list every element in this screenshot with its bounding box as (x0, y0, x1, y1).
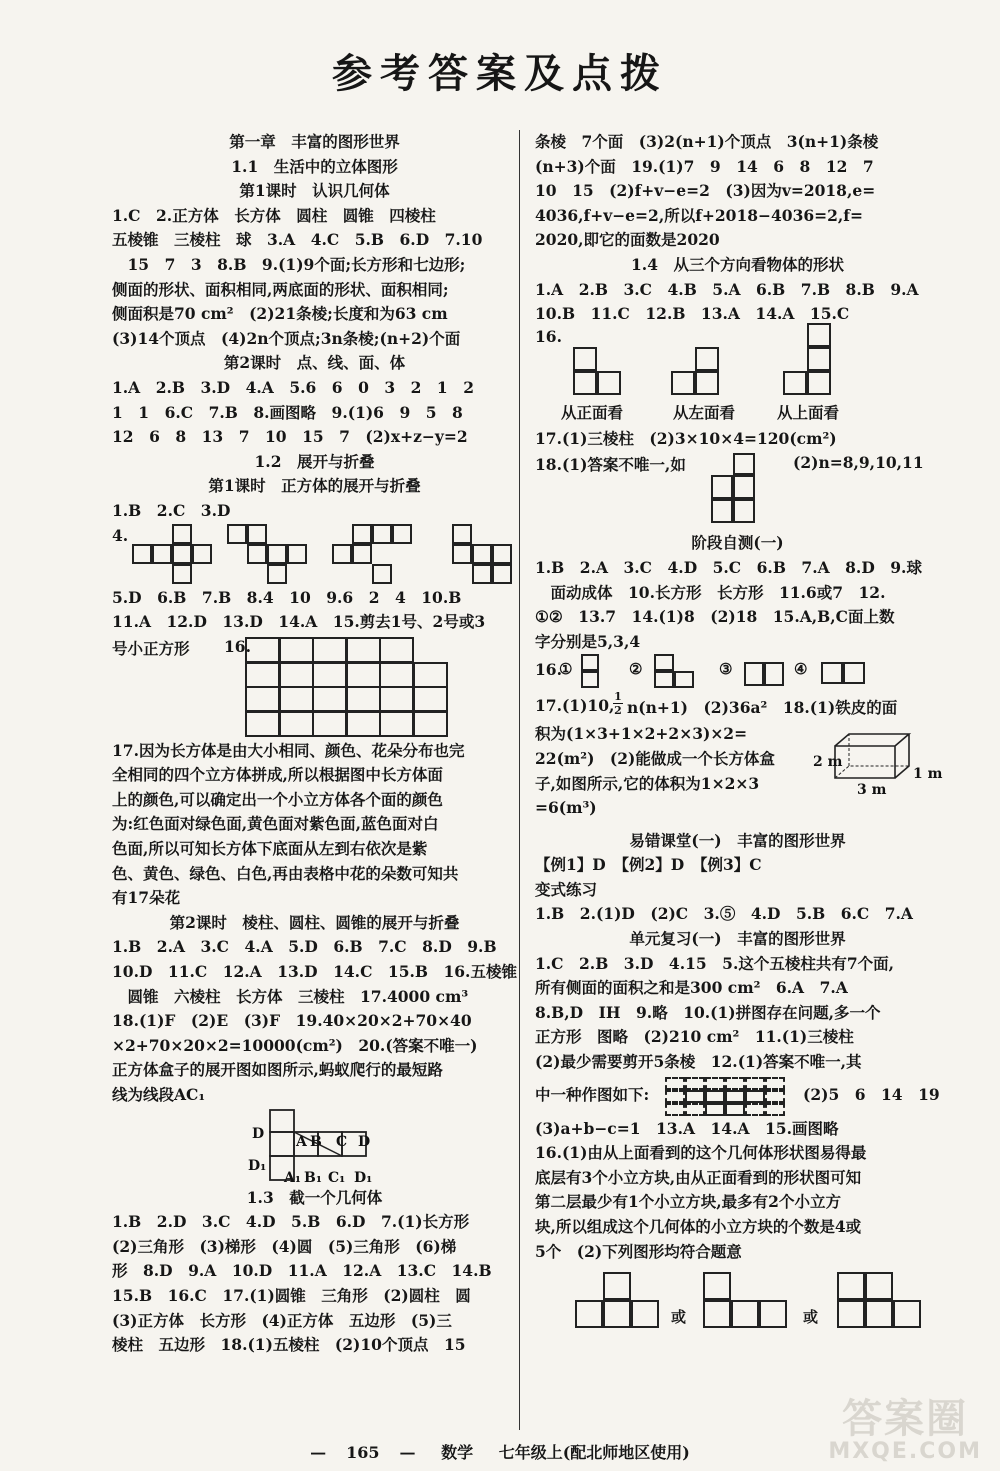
option-mark: ④ (794, 660, 808, 679)
answer-lines (112, 586, 517, 635)
figure-cell (711, 475, 733, 499)
figure-cell (172, 564, 192, 584)
figure-cell (745, 1090, 765, 1103)
answer-lines (112, 130, 517, 524)
figure-cell (472, 544, 492, 564)
vertex-label: C₁ (328, 1169, 346, 1186)
answer-line: 10.B 11.C 12.B 13.A 14.A 15.C (535, 304, 850, 324)
figure-cell (759, 1300, 787, 1328)
answer-line: 1.A 2.B 3.C 4.B 5.A 6.B 7.B 8.B 9.A (535, 279, 919, 299)
figure-cell (725, 1090, 745, 1103)
figure-cell (346, 711, 381, 737)
figure-cell (733, 475, 755, 499)
vertex-label: D₁ (354, 1169, 373, 1186)
figure-cell (379, 662, 414, 688)
q16-label: 16. (224, 636, 251, 656)
answer-line: 15 7 3 8.B 9.(1)9个面;长方形和七边形; (112, 254, 466, 274)
figure-cell (654, 654, 674, 671)
answer-line: 1 1 6.C 7.B 8.画图略 9.(1)6 9 5 8 (112, 402, 463, 422)
figure-cell (837, 1272, 865, 1300)
q16b-label: 16. (535, 660, 562, 680)
vertex-label: C (336, 1133, 348, 1150)
q4-label: 4. (112, 525, 129, 545)
q17b-prefix: 17.(1)10, (535, 696, 615, 716)
section-heading: 阶段自测(一) (691, 533, 784, 553)
answer-line: 【例1】D 【例2】D 【例3】C (535, 855, 762, 875)
answer-line: 18.(1)F (2)E (3)F 19.40×20×2+70×40 (112, 1011, 472, 1031)
answer-line: 5.D 6.B 7.B 8.4 10 9.6 2 4 10.B (112, 587, 462, 607)
figure-cell (745, 1077, 765, 1090)
figure-cell (413, 662, 448, 688)
figure-cell (807, 371, 831, 395)
column-divider (519, 130, 520, 1430)
figure-cell (247, 524, 267, 544)
figure-cell (665, 1103, 685, 1116)
q12-answer: (2)5 6 14 19 (803, 1084, 940, 1104)
figure-cell (865, 1300, 893, 1328)
figure-cell (733, 499, 755, 523)
answer-lines (535, 531, 940, 654)
figure-cell (287, 544, 307, 564)
answer-line: (n+3)个面 19.(1)7 9 14 6 8 12 7 (535, 156, 874, 176)
footer-dash: — (399, 1443, 416, 1462)
section-heading: 第1课时 认识几何体 (239, 181, 390, 201)
figure-cell (279, 686, 314, 712)
answer-line: ×2+70×20×2=10000(cm²) 20.(答案不唯一) (112, 1035, 478, 1055)
answer-line: 17.因为长方体是由大小相同、颜色、花朵分布也完 (112, 740, 465, 760)
figure-cell (573, 347, 597, 371)
q16b-figure-row (535, 654, 940, 692)
figure-cell (245, 711, 280, 737)
figure-cell (346, 686, 381, 712)
figure-cell (744, 662, 764, 686)
answer-line: 色、黄色、绿色、白色,再由表格中花的朵数可知共 (112, 863, 459, 883)
figure-cell (654, 671, 674, 688)
answer-lines (112, 739, 517, 1108)
section-heading: 1.3 截一个几何体 (246, 1187, 383, 1207)
figure-cell (472, 564, 492, 584)
figure-cell (893, 1300, 921, 1328)
figure-cell (837, 1300, 865, 1328)
answer-line: (2)三角形 (3)梯形 (4)圆 (5)三角形 (6)梯 (112, 1236, 457, 1256)
q18-figure-row (535, 451, 940, 531)
answer-line: 10.D 11.C 12.A 13.D 14.C 15.B 16.五棱锥 (112, 962, 517, 982)
figure-cell (372, 524, 392, 544)
q16c-figure-row (535, 1264, 940, 1334)
dimension-label: 3 m (857, 782, 887, 799)
box-figure (813, 722, 943, 802)
figure-cell (674, 671, 694, 688)
figure-cell (725, 1103, 745, 1116)
footer-grade: 七年级上(配北师地区使用) (498, 1443, 690, 1462)
answer-line: 1.B 2.A 3.C 4.A 5.D 6.B 7.C 8.D 9.B (112, 937, 497, 957)
box-hidden-edges (835, 734, 909, 778)
figure-cell (352, 544, 372, 564)
figure-cell (665, 1090, 685, 1103)
three-views-figure-row (535, 327, 940, 427)
answer-lines (535, 722, 815, 820)
footer-subject: 数学 (441, 1443, 474, 1462)
figure-cell (312, 686, 347, 712)
right-column (535, 130, 943, 1334)
answer-line: 1.B 2.D 3.C 4.D 5.B 6.D 7.(1)长方形 (112, 1212, 470, 1232)
answer-line: 色面,所以可知长方体下底面从左到右依次是紫 (112, 839, 428, 859)
answer-line: 线为线段AC₁ (112, 1085, 206, 1104)
figure-cell (665, 1077, 685, 1090)
figure-cell (379, 686, 414, 712)
figure-cell (581, 671, 599, 688)
figure-cell (581, 654, 599, 671)
figure-cell (452, 544, 472, 564)
page-title: 参考答案及点拨 (332, 50, 668, 97)
answer-line: 第二层最少有1个小立方块,最多有2个小立方 (535, 1192, 841, 1212)
answer-line: 1.C 2.正方体 长方体 圆柱 圆锥 四棱柱 (112, 205, 436, 225)
option-mark: ③ (719, 660, 733, 679)
figure-cell (807, 323, 831, 347)
answer-lines (535, 130, 940, 327)
figure-cell (745, 1103, 765, 1116)
answer-line: 15.B 16.C 17.(1)圆锥 三角形 (2)圆柱 圆 (112, 1285, 471, 1305)
answer-line: 侧面积是70 cm² (2)21条棱;长度和为63 cm (112, 304, 448, 324)
figure-cell (332, 544, 352, 564)
figure-cell (492, 564, 512, 584)
answer-line: 正方形 图略 (2)210 cm² 11.(1)三棱柱 (535, 1027, 854, 1047)
figure-cell (279, 711, 314, 737)
answer-line: 全相同的四个立方体拼成,所以根据图中长方体面 (112, 765, 443, 785)
q16-prefix: 号小正方形 (112, 638, 190, 658)
figure-cell (279, 662, 314, 688)
answer-line: 正方体盒子的展开图如图所示,蚂蚁爬行的最短路 (112, 1060, 443, 1080)
figure-cell (575, 1300, 603, 1328)
answer-line: (2)最少需要剪开5条棱 12.(1)答案不唯一,其 (535, 1052, 862, 1072)
figure-cell (764, 662, 784, 686)
answer-line: 1.B 2.C 3.D (112, 500, 231, 520)
figure-cell (703, 1272, 731, 1300)
figure-cell (247, 544, 267, 564)
figure-cell (245, 637, 280, 663)
figure-cell (783, 371, 807, 395)
fraction-numerator: 1 (614, 690, 622, 704)
vertex-label: D (252, 1125, 265, 1142)
view-front-label: 从正面看 (561, 402, 624, 422)
option-mark: ① (559, 660, 573, 679)
figure-cell (346, 662, 381, 688)
section-heading: 第一章 丰富的图形世界 (229, 132, 400, 151)
figure-cell (597, 371, 621, 395)
q18-text: 18.(1)答案不唯一,如 (535, 455, 686, 475)
figure-cell (695, 371, 719, 395)
answer-line: 变式练习 (535, 879, 598, 899)
answer-line: 16.(1)由从上面看到的这个几何体形状图易得最 (535, 1143, 867, 1163)
figure-cell (725, 1077, 745, 1090)
answer-line: 圆锥 六棱柱 长方体 三棱柱 17.4000 cm³ (112, 986, 469, 1006)
solid-shape-figure (711, 453, 771, 528)
answer-line: 字分别是5,3,4 (535, 631, 641, 651)
or-word: 或 (803, 1308, 819, 1327)
answer-lines (535, 1117, 940, 1265)
figure-cell (843, 662, 865, 684)
answer-lines (112, 1186, 517, 1358)
flower-grid-figure (245, 637, 447, 735)
section-heading: 易错课堂(一) 丰富的图形世界 (629, 830, 846, 850)
box-outline (835, 734, 909, 778)
section-heading: 1.4 从三个方向看物体的形状 (631, 254, 844, 274)
answer-line: 10 15 (2)f+v−e=2 (3)因为v=2018,e= (535, 181, 876, 201)
figure-cell (379, 637, 414, 663)
figure-cell (192, 544, 212, 564)
figure-cell (573, 371, 597, 395)
cube-net-path-figure (112, 1108, 517, 1186)
answer-shapes-figure (575, 1272, 935, 1330)
fraction (613, 690, 623, 717)
answer-lines (535, 829, 940, 1075)
answer-line: (3)a+b−c=1 13.A 14.A 15.画图略 (535, 1118, 839, 1138)
vertex-label: A (296, 1133, 307, 1150)
vertex-label: A₁ (284, 1169, 301, 1186)
answer-line: 为:红色面对绿色面,黄色面对紫色面,蓝色面对白 (112, 814, 439, 834)
figure-cell (865, 1272, 893, 1300)
figure-cell (807, 347, 831, 371)
figure-cell (821, 662, 843, 684)
figure-cell (603, 1300, 631, 1328)
answer-line: 1.C 2.B 3.D 4.15 5.这个五棱柱共有7个面, (535, 953, 895, 973)
figure-cell (267, 564, 287, 584)
figure-cell (765, 1090, 785, 1103)
section-heading: 1.2 展开与折叠 (254, 451, 375, 471)
or-word: 或 (671, 1308, 687, 1327)
figure-cell (685, 1090, 705, 1103)
figure-cell (705, 1090, 725, 1103)
answer-line: 1.B 2.A 3.C 4.D 5.C 6.B 7.A 8.D 9.球 (535, 557, 922, 577)
figure-cell (312, 662, 347, 688)
section-heading: 单元复习(一) 丰富的图形世界 (629, 929, 846, 949)
answer-line: 17.(1)三棱柱 (2)3×10×4=120(cm²) (535, 428, 837, 448)
figure-cell (346, 637, 381, 663)
answer-line: =6(m³) (535, 798, 597, 818)
figure-cell (279, 637, 314, 663)
section-heading: 第2课时 棱柱、圆柱、圆锥的展开与折叠 (169, 912, 460, 932)
answer-line: (3)正方体 长方形 (4)正方体 五边形 (5)三 (112, 1310, 452, 1330)
answer-line: 棱柱 五边形 18.(1)五棱柱 (2)10个顶点 15 (112, 1335, 466, 1355)
answer-line: 面动成体 10.长方形 长方形 11.6或7 12. (535, 582, 886, 602)
answer-line: 侧面的形状、面积相同,两底面的形状、面积相同; (112, 279, 449, 299)
figure-cell (413, 686, 448, 712)
view-left-label: 从左面看 (673, 402, 736, 422)
figure-cell (392, 524, 412, 544)
answer-line: 上的颜色,可以确定出一个小立方体各个面的颜色 (112, 789, 443, 809)
q12-figure-row (535, 1075, 940, 1117)
page-number: 165 (346, 1443, 380, 1462)
watermark (828, 1398, 982, 1463)
option-mark: ② (629, 660, 643, 679)
figure-cell (267, 544, 287, 564)
answer-line: (3)14个顶点 (4)2n个顶点;3n条棱;(n+2)个面 (112, 328, 461, 348)
answer-line: 2020,即它的面数是2020 (535, 230, 720, 250)
figure-cell (492, 544, 512, 564)
footer-dash: — (310, 1443, 327, 1462)
answer-line: 五棱锥 三棱柱 球 3.A 4.C 5.B 6.D 7.10 (112, 230, 483, 250)
figure-cell (711, 499, 733, 523)
answer-line: 形 8.D 9.A 10.D 11.A 12.A 13.C 14.B (112, 1261, 492, 1281)
answer-line: 12 6 8 13 7 10 15 7 (2)x+z−y=2 (112, 427, 468, 447)
section-heading: 第1课时 正方体的展开与折叠 (208, 476, 421, 496)
figure-cell (765, 1103, 785, 1116)
watermark-url: MXQE.COM (828, 1439, 982, 1464)
q16-figure-row (112, 635, 517, 739)
answer-line: 8.B,D IH 9.略 10.(1)拼图存在问题,多一个 (535, 1002, 881, 1022)
figure-cell (703, 1300, 731, 1328)
dashed-net-figure (665, 1077, 785, 1117)
figure-cell (132, 544, 152, 564)
figure-cell (631, 1300, 659, 1328)
figure-cell (705, 1077, 725, 1090)
figure-cell (152, 544, 172, 564)
q17b-line (535, 692, 940, 722)
figure-cell (705, 1103, 725, 1116)
left-column (112, 130, 517, 1358)
figure-cell (227, 524, 247, 544)
q17b-suffix: n(n+1) (2)36a² 18.(1)铁皮的面 (627, 698, 898, 718)
answer-line: 底层有3个小立方块,由从正面看到的形状图可知 (535, 1167, 862, 1187)
q4-figure-row (112, 524, 517, 586)
fraction-denominator: 2 (614, 704, 622, 718)
figure-cell (671, 371, 695, 395)
figure-cell (685, 1077, 705, 1090)
figure-cell (452, 524, 472, 544)
q18b-block (535, 722, 943, 820)
answer-line: 22(m²) (2)能做成一个长方体盒 (535, 748, 775, 768)
figure-cell (172, 544, 192, 564)
figure-cell (372, 564, 392, 584)
answer-line: 子,如图所示,它的体积为1×2×3 (535, 773, 760, 793)
views-answer-figure (559, 654, 859, 692)
vertex-label: B₁ (304, 1169, 322, 1186)
answer-line: 条棱 7个面 (3)2(n+1)个顶点 3(n+1)条棱 (535, 132, 879, 151)
answer-line: 积为(1×3+1×2+2×3)×2= (535, 724, 748, 744)
figure-cell (685, 1103, 705, 1116)
view-top-label: 从上面看 (777, 402, 840, 422)
net-face (270, 1110, 294, 1132)
figure-cell (172, 524, 192, 544)
q16-label: 16. (535, 326, 562, 346)
answer-line: 有17朵花 (112, 888, 181, 908)
section-heading: 1.1 生活中的立体图形 (231, 156, 398, 176)
figure-cell (695, 347, 719, 371)
answer-line: 所有侧面的面积之和是300 cm² 6.A 7.A (535, 978, 848, 998)
answer-line: ①② 13.7 14.(1)8 (2)18 15.A,B,C面上数 (535, 607, 895, 627)
figure-cell (245, 662, 280, 688)
section-heading: 第2课时 点、线、面、体 (223, 353, 406, 373)
vertex-label: D₁ (248, 1157, 267, 1174)
figure-cell (312, 711, 347, 737)
answer-line: 1.B 2.(1)D (2)C 3.⑤ 4.D 5.B 6.C 7.A (535, 904, 913, 924)
answer-line: 1.A 2.B 3.D 4.A 5.6 6 0 3 2 1 2 (112, 377, 474, 397)
vertex-label: D (358, 1133, 371, 1150)
figure-cell (765, 1077, 785, 1090)
vertex-label: B (310, 1133, 322, 1150)
q20-figure-row (112, 1108, 517, 1186)
answer-line: 4036,f+v−e=2,所以f+2018−4036=2,f= (535, 205, 863, 225)
watermark-logo-text: 答案圈 (842, 1396, 969, 1442)
q18-answer: (2)n=8,9,10,11 (793, 453, 924, 473)
q12-text: 中一种作图如下: (535, 1084, 650, 1104)
dimension-label: 1 m (913, 766, 943, 783)
cube-nets-figure (132, 524, 517, 586)
answer-line: 11.A 12.D 13.D 14.A 15.剪去1号、2号或3 (112, 612, 486, 632)
dimension-label: 2 m (813, 754, 843, 771)
answer-line: 块,所以组成这个几何体的小立方块的个数是4或 (535, 1217, 862, 1236)
figure-cell (379, 711, 414, 737)
figure-cell (312, 637, 347, 663)
figure-cell (413, 711, 448, 737)
figure-cell (731, 1300, 759, 1328)
answer-line: 5个 (2)下列图形均符合题意 (535, 1241, 742, 1261)
figure-cell (352, 524, 372, 544)
net-face (270, 1132, 294, 1156)
figure-cell (603, 1272, 631, 1300)
figure-cell (733, 453, 755, 475)
three-views-figure (573, 347, 873, 397)
figure-cell (245, 686, 280, 712)
